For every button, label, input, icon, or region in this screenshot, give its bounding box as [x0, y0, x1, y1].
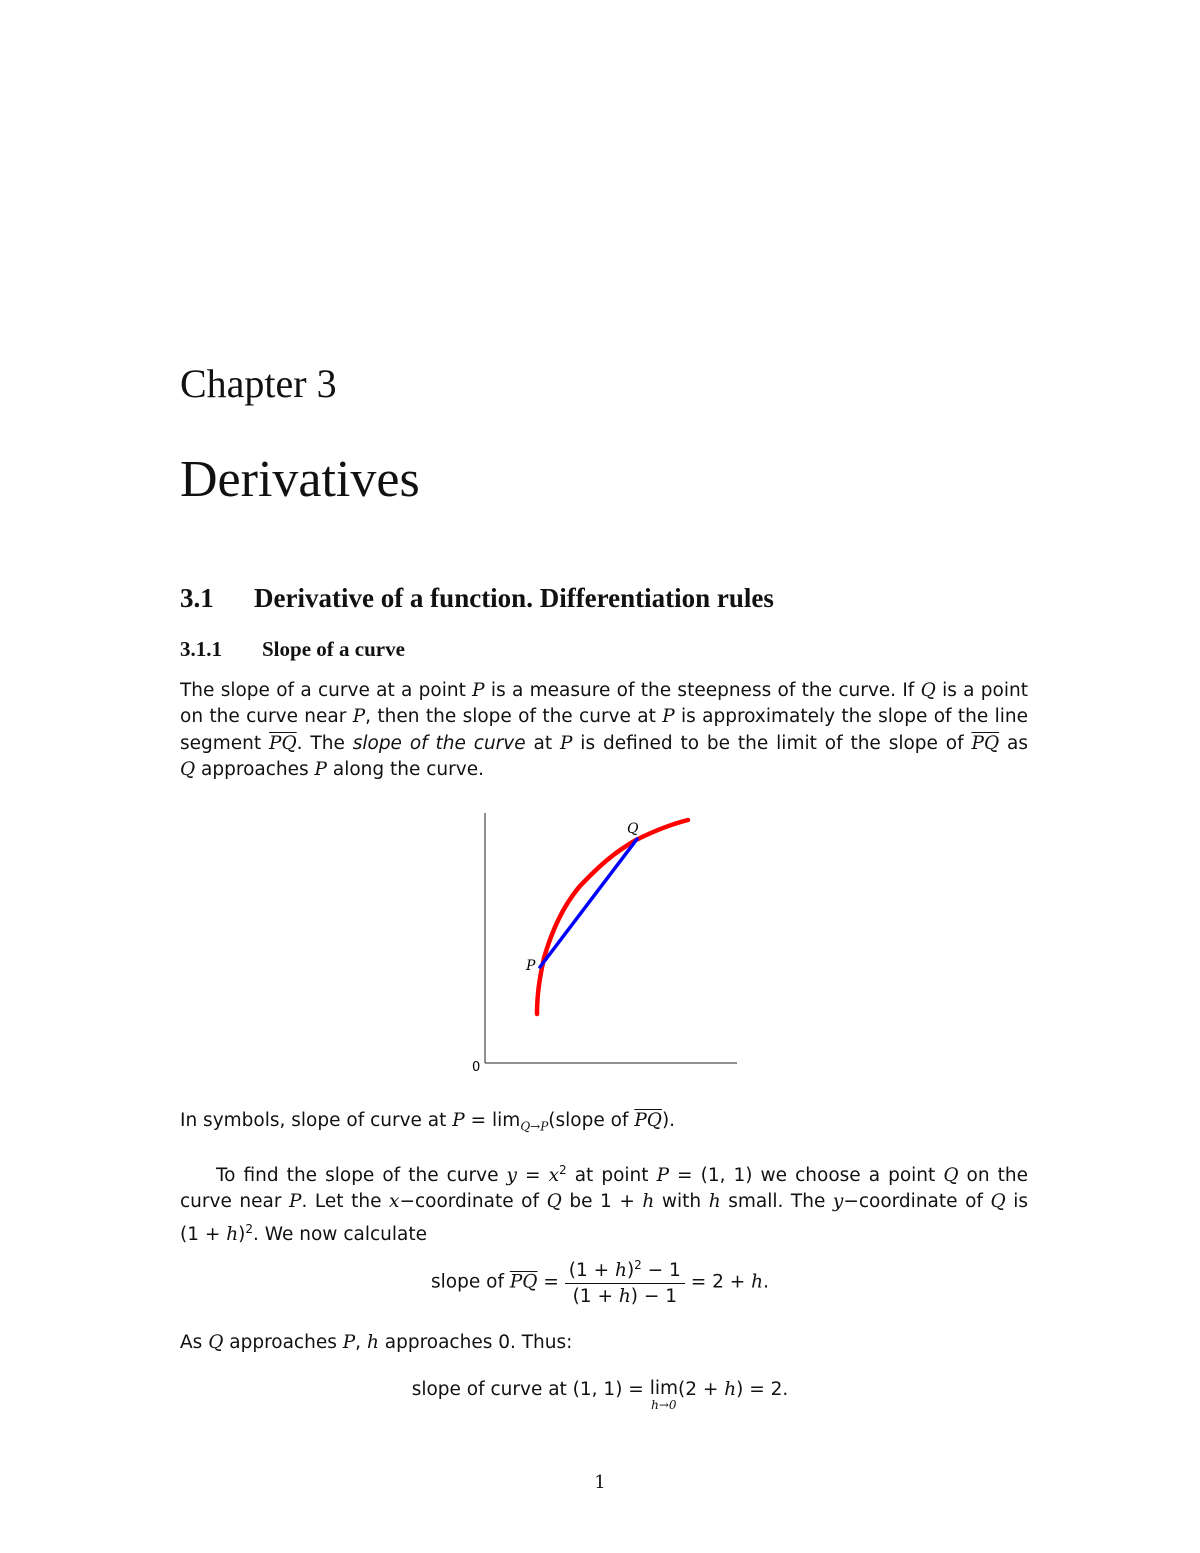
slope-equation: slope of $\overline{PQ}$ = $\frac{(1 + h)^2 - 1}{(1 + h) - 1}$ = 2 + h. [431, 1258, 769, 1308]
point-p-label: P [526, 958, 536, 974]
secant-figure [460, 808, 750, 1078]
page-number: 1 [594, 1472, 606, 1493]
red-curve [537, 820, 688, 1014]
symbols-paragraph: In symbols, slope of curve at $P = \lim_{Q\to P}(slope$ of $\overline{PQ}$). [180, 1110, 676, 1134]
chapter-title: Derivatives [180, 451, 420, 508]
intro-line-3: segment $\overline{PQ}$. The slope of the curve at P is defined to be the limit of the slope of $\overline{PQ}$ as [180, 732, 1028, 754]
method-line-3: $(1 + h)^2$. We now calculate [180, 1221, 427, 1245]
section-title: Derivative of a function. Differentiation rules [254, 583, 774, 613]
limit-equation: slope of curve at (1, 1) = lim h→0 (2 + h) = 2. [411, 1378, 789, 1412]
intro-paragraph [180, 678, 1028, 783]
chapter-label: Chapter 3 [180, 361, 337, 406]
method-paragraph [180, 1157, 1028, 1248]
as-q-approaches-paragraph: As Q approaches P, h approaches 0. Thus: [180, 1332, 573, 1353]
subsection-number: 3.1.1 [180, 637, 222, 661]
section-number: 3.1 [180, 583, 214, 613]
subsection-title: Slope of a curve [262, 637, 405, 661]
difference-quotient: $\frac{(1 + h)^2 - 1}{(1 + h) - 1}$ [565, 1258, 685, 1307]
method-line-1: To find the slope of the curve $y = x^2$ at point P = (1, 1) we choose a point Q on the [216, 1163, 1028, 1187]
intro-line-4: Q approaches P along the curve. [180, 758, 484, 780]
section-heading [180, 583, 774, 614]
origin-label: 0 [472, 1060, 481, 1075]
intro-line-2: on the curve near P, then the slope of the curve at P is approximately the slope of the line [180, 706, 1029, 728]
limit-operator: lim h→0 [649, 1378, 678, 1412]
method-line-2: curve near P. Let the x−coordinate of Q be 1 + h with h small. The y−coordinate of Q is [180, 1191, 1028, 1213]
intro-line-1: The slope of a curve at a point P is a measure of the steepness of the curve. If Q is a point [180, 680, 1028, 701]
point-q-label: Q [627, 821, 639, 837]
secant-line-pq [540, 839, 637, 967]
emphasis-slope-of-the-curve: slope of the curve [352, 732, 526, 754]
subsection-heading [180, 637, 405, 662]
